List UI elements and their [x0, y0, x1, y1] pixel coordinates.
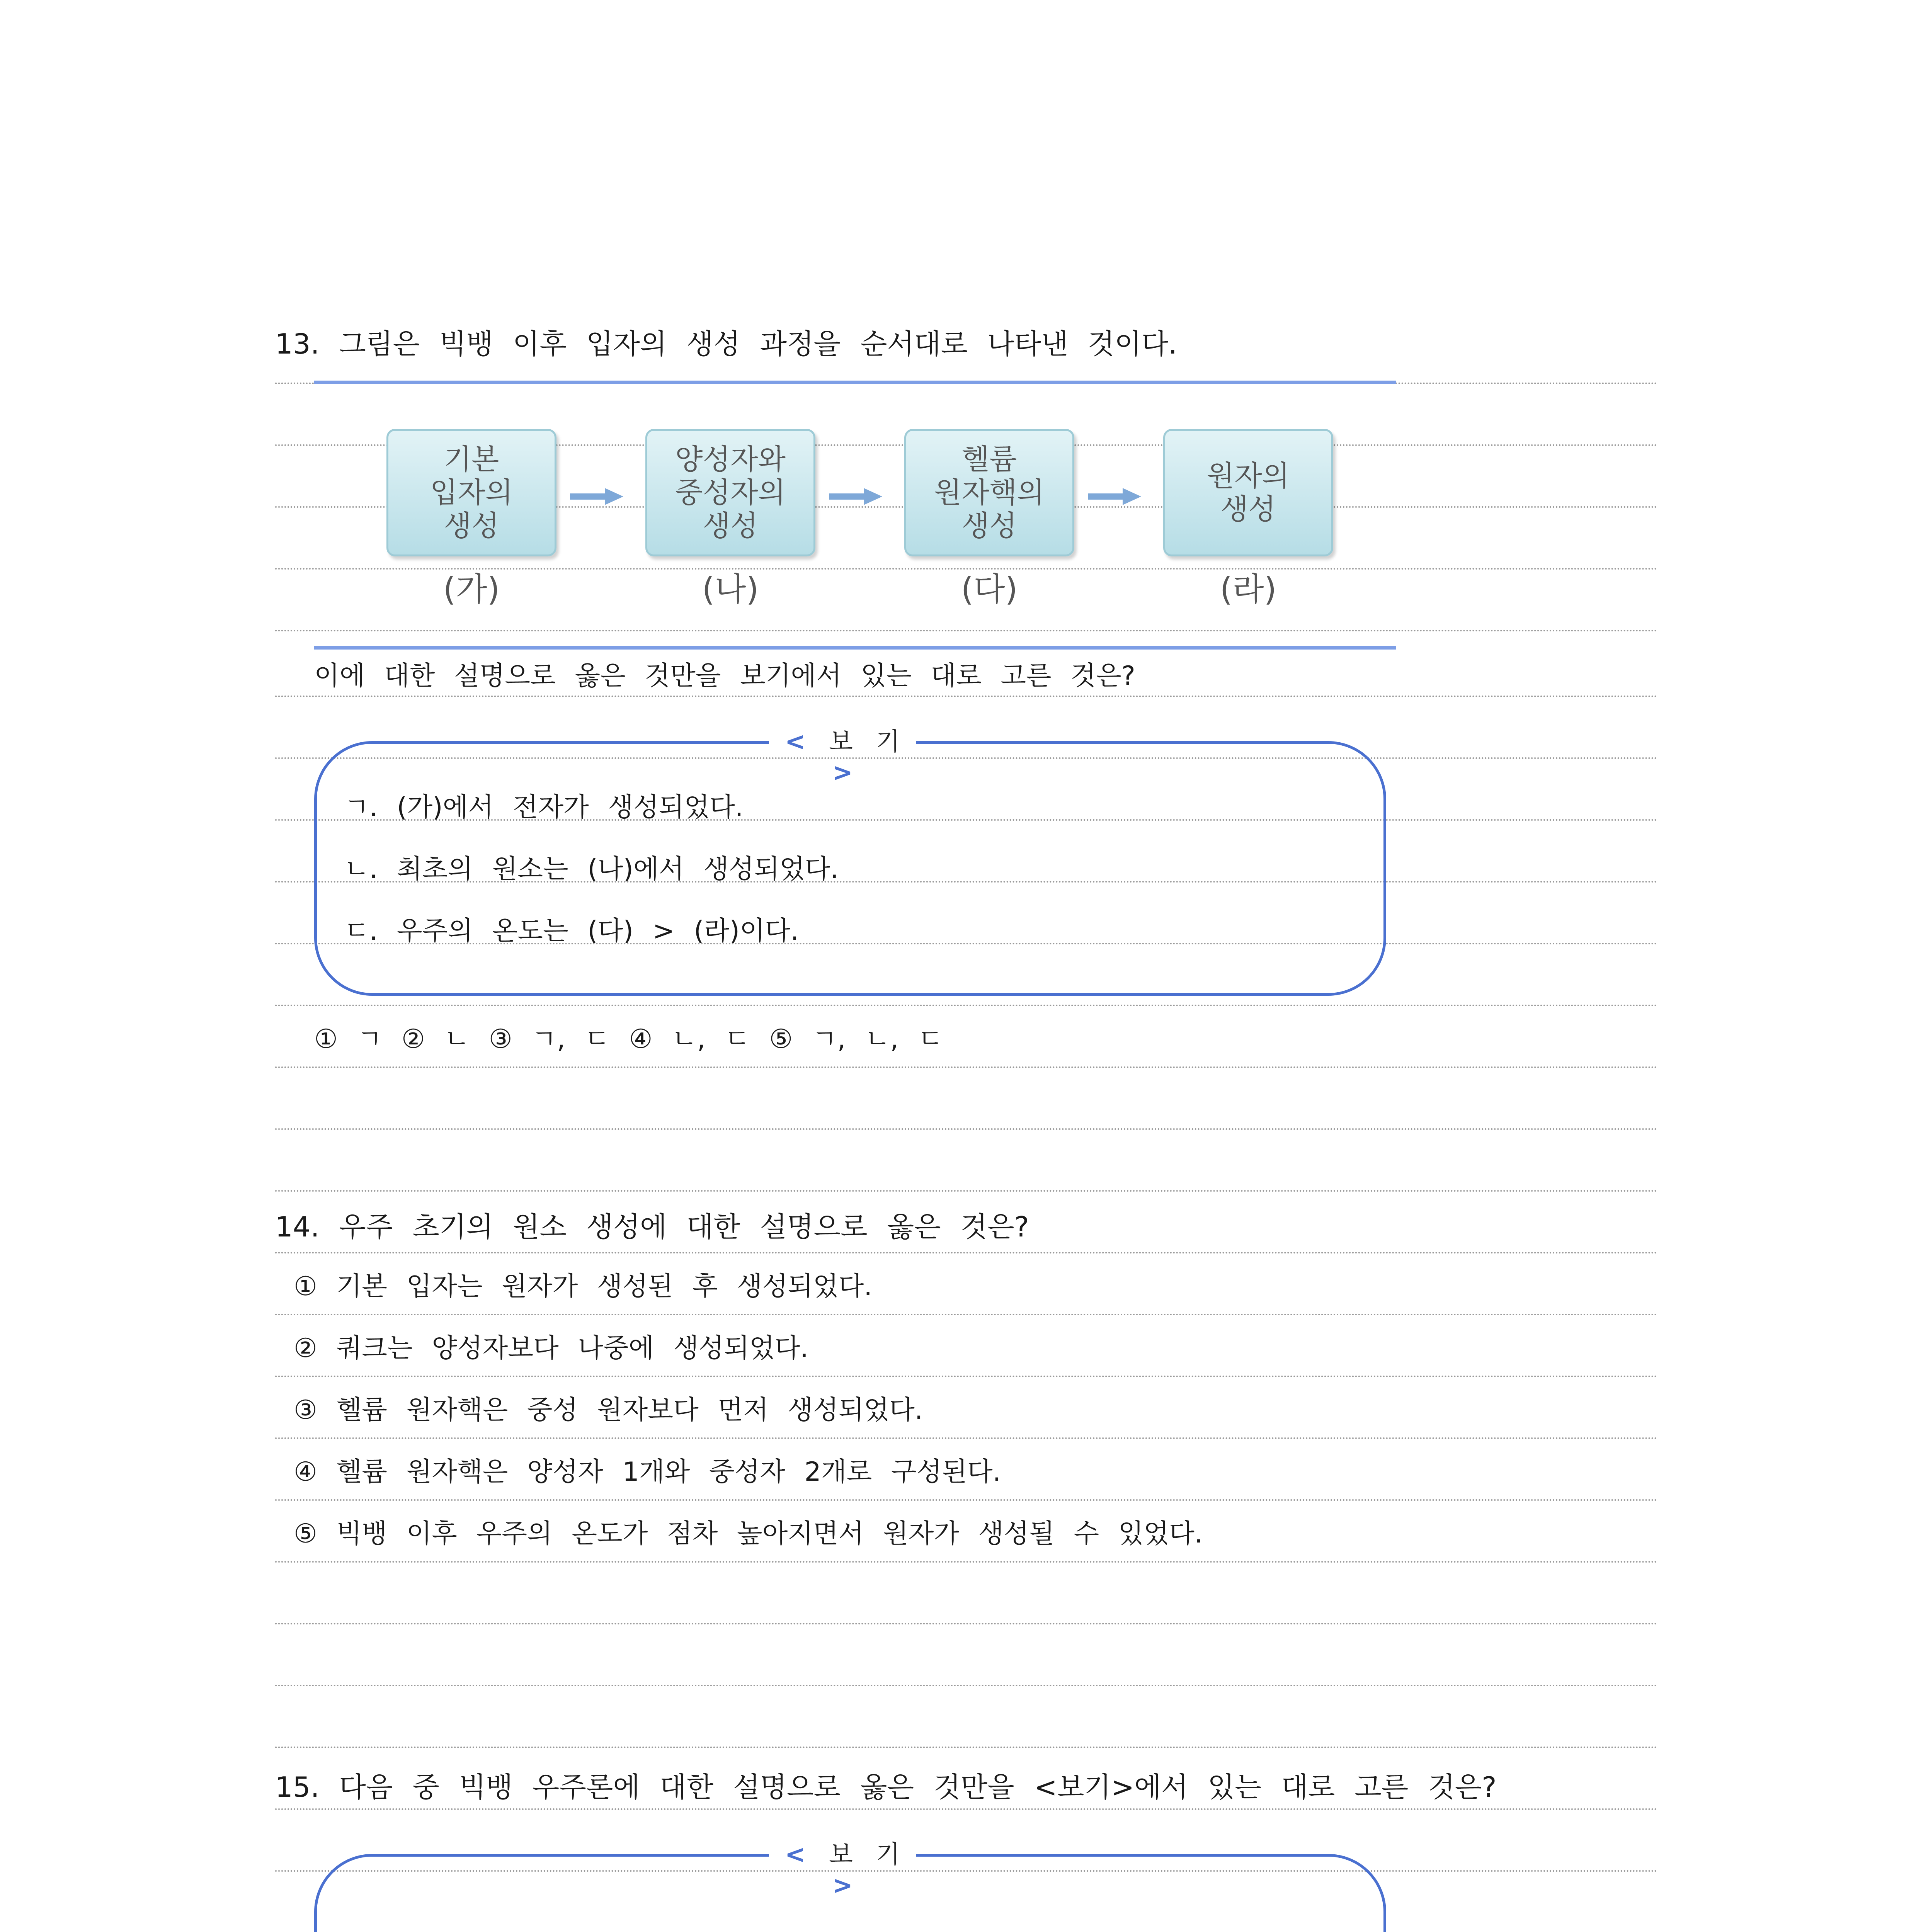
- stage-label-ga: (가): [443, 570, 500, 608]
- ruled-line: [275, 1808, 1658, 1810]
- ruled-line: [275, 630, 1658, 631]
- stage-label-ra: (라): [1220, 570, 1277, 608]
- right-arrow-icon: [829, 485, 883, 508]
- statement-nieun: ㄴ. 최초의 원소는 (나)에서 생성되었다.: [344, 854, 839, 884]
- ruled-line: [275, 1623, 1658, 1624]
- option-3[interactable]: ③ 헬륨 원자핵은 중성 원자보다 먼저 생성되었다.: [294, 1395, 923, 1425]
- statement-giyeok: ㄱ. (가)에서 전자가 생성되었다.: [344, 792, 744, 823]
- question-13-stem: 13. 그림은 빅뱅 이후 입자의 생성 과정을 순서대로 나타낸 것이다.: [275, 328, 1178, 360]
- option-1[interactable]: ① 기본 입자는 원자가 생성된 후 생성되었다.: [294, 1271, 872, 1302]
- bracket-left-icon: <: [785, 728, 806, 756]
- ruled-line: [275, 1314, 1658, 1315]
- ruled-line: [275, 1747, 1658, 1748]
- stage-box-na: 양성자와 중성자의 생성: [645, 429, 815, 556]
- figure-top-border: [314, 381, 1396, 384]
- stage-box-da: 헬륨 원자핵의 생성: [904, 429, 1074, 556]
- right-arrow-icon: [570, 485, 624, 508]
- ruled-line: [275, 568, 1658, 570]
- ruled-line: [275, 1066, 1658, 1068]
- bracket-left-icon: <: [785, 1840, 806, 1869]
- ruled-line: [275, 1376, 1658, 1377]
- question-13-instruction: 이에 대한 설명으로 옳은 것만을 보기에서 있는 대로 고른 것은?: [314, 661, 1135, 691]
- ruled-line: [275, 1005, 1658, 1006]
- ruled-line: [275, 1252, 1658, 1253]
- bogi-title: [769, 1839, 916, 1900]
- statement-digeut: ㄷ. 우주의 온도는 (다) > (라)이다.: [344, 916, 799, 946]
- answer-choices[interactable]: ① ㄱ ② ㄴ ③ ㄱ, ㄷ ④ ㄴ, ㄷ ⑤ ㄱ, ㄴ, ㄷ: [314, 1024, 943, 1054]
- ruled-line: [275, 1561, 1658, 1563]
- bracket-right-icon: >: [832, 759, 853, 787]
- option-5[interactable]: ⑤ 빅뱅 이후 우주의 온도가 점차 높아지면서 원자가 생성될 수 있었다.: [294, 1519, 1203, 1549]
- stage-label-da: (다): [961, 570, 1018, 608]
- figure-bottom-border: [314, 646, 1396, 650]
- question-14-stem: 14. 우주 초기의 원소 생성에 대한 설명으로 옳은 것은?: [275, 1211, 1029, 1243]
- option-2[interactable]: ② 쿼크는 양성자보다 나중에 생성되었다.: [294, 1333, 809, 1364]
- bracket-right-icon: >: [832, 1871, 853, 1900]
- ruled-line: [275, 1437, 1658, 1439]
- bogi-title: [769, 726, 916, 787]
- ruled-line: [275, 1499, 1658, 1501]
- stage-label-na: (나): [702, 570, 759, 608]
- ruled-line: [275, 696, 1658, 697]
- bogi-label: 보 기: [829, 728, 900, 756]
- option-4[interactable]: ④ 헬륨 원자핵은 양성자 1개와 중성자 2개로 구성된다.: [294, 1457, 1001, 1487]
- stage-box-ra: 원자의 생성: [1163, 429, 1333, 556]
- ruled-line: [275, 1190, 1658, 1192]
- bogi-label: 보 기: [829, 1840, 900, 1869]
- right-arrow-icon: [1088, 485, 1142, 508]
- stage-box-ga: 기본 입자의 생성: [386, 429, 556, 556]
- question-15-stem: 15. 다음 중 빅뱅 우주론에 대한 설명으로 옳은 것만을 <보기>에서 있는 대로 고른 것은?: [275, 1771, 1497, 1803]
- ruled-line: [275, 1128, 1658, 1130]
- ruled-line: [275, 1685, 1658, 1686]
